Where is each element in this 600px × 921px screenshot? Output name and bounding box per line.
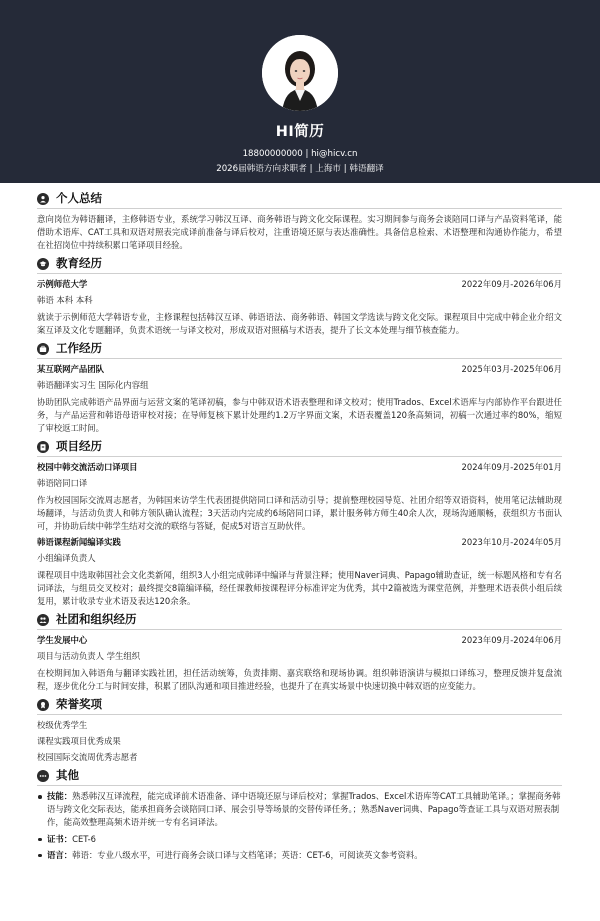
summary-text: 意向岗位为韩语翻译，主修韩语专业，系统学习韩汉互译、商务韩语与跨文化交际课程。实习期间参与商务会谈陪同口译与产品资料笔译，能借助术语库、CAT工具和双语对照表完成译前准备与译后校对，注重语境还原与表达准确性。具备信息检索、术语整理和沟通协作能力，希望在社招岗位中持续积累口笔译项目经验。 <box>37 214 562 251</box>
candidate-name: HI简历 <box>275 124 325 140</box>
item-text: 熟悉韩汉互译流程，能完成译前术语准备、译中语境还原与译后校对；掌握Trados、Excel术语库等CAT工具辅助笔译。；掌握商务韩语与跨文化交际表达，能承担商务会谈陪同口译、展会引导等场景的交替传译任务。；熟悉Naver词典、Papago等查证工具与双语对照表制作，能高效整理高频术语并统一专有名词译法。 <box>47 791 561 828</box>
campus-description: 在校期间加入韩语角与翻译实践社团，担任活动统筹，负责排期、嘉宾联络和现场协调。组织韩语演讲与模拟口译练习，整理反馈并复盘流程，逐步优化分工与时间安排，积累了团队沟通和项目推进经验，也提升了在真实场景中快速切换中韩双语的应变能力。 <box>37 668 562 692</box>
other-list <box>37 790 562 861</box>
organization-role: 项目与活动负责人 学生组织 <box>37 651 141 662</box>
job-role: 韩语翻译实习生 国际化内容组 <box>37 380 149 391</box>
section-header <box>37 254 562 274</box>
more-icon <box>37 770 49 782</box>
resume-header <box>0 0 600 183</box>
clipboard-icon <box>37 441 49 453</box>
section-header <box>37 610 562 630</box>
education-row <box>37 278 562 291</box>
education-section <box>37 254 562 337</box>
summary-section <box>37 189 562 252</box>
project-name: 校园中韩交流活动口译项目 <box>37 462 138 473</box>
award-item: 校级优秀学生 <box>37 720 88 731</box>
award-icon <box>37 699 49 711</box>
item-label: 技能： <box>47 791 73 802</box>
section-header <box>37 189 562 209</box>
section-title: 项目经历 <box>56 438 102 453</box>
list-item <box>37 849 562 862</box>
education-description: 就读于示例师范大学韩语专业，主修课程包括韩汉互译、韩语语法、商务韩语、韩国文学选读与跨文化交际。课程项目中完成中韩企业介绍文案互译及文化专题翻译，负责术语统一与译文校对，形成双语对照稿与术语表，提升了长文本处理与细节核查能力。 <box>37 312 562 336</box>
project-row <box>37 536 562 549</box>
section-title: 社团和组织经历 <box>56 611 137 626</box>
award-item: 校园国际交流周优秀志愿者 <box>37 752 138 763</box>
item-text: CET-6 <box>72 833 96 844</box>
contact-info: 18800000000 | hi@hicv.cn <box>242 149 358 159</box>
awards-section <box>37 695 562 764</box>
item-label: 语言： <box>47 849 73 860</box>
project-role: 韩语陪同口译 <box>37 478 88 489</box>
avatar-portrait-icon <box>262 35 338 111</box>
project-row <box>37 461 562 474</box>
project-description: 作为校园国际交流周志愿者，为韩国来访学生代表团提供陪同口译和活动引导；提前整理校园导览、社团介绍等双语资料，使用笔记法辅助现场翻译，与活动负责人和韩方领队确认流程；3天活动内完成约6场陪同口译，累计服务韩方师生40余人次，现场沟通顺畅，获组织方书面认可，并协助后续中韩学生结对交流的联络与答疑，促成5对语言互助伙伴。 <box>37 495 562 532</box>
list-item <box>37 833 562 846</box>
section-header <box>37 339 562 359</box>
projects-section <box>37 437 562 608</box>
section-title: 个人总结 <box>56 190 102 205</box>
section-title: 工作经历 <box>56 340 102 355</box>
item-text: 韩语：专业八级水平，可进行商务会谈口译与文档笔译；英语：CET-6，可阅读英文参考资料。 <box>72 849 423 860</box>
resume-body <box>0 183 600 862</box>
work-row <box>37 363 562 376</box>
date-range: 2023年10月-2024年05月 <box>461 537 562 548</box>
other-section <box>37 766 562 861</box>
briefcase-icon <box>37 343 49 355</box>
date-range: 2022年09月-2026年06月 <box>461 279 562 290</box>
group-icon <box>37 614 49 626</box>
section-header <box>37 766 562 786</box>
date-range: 2024年09月-2025年01月 <box>461 462 562 473</box>
campus-row <box>37 634 562 647</box>
user-icon <box>37 193 49 205</box>
job-intent: 2026届韩语方向求职者 | 上海市 | 韩语翻译 <box>216 164 384 174</box>
section-header <box>37 437 562 457</box>
project-role: 小组编译负责人 <box>37 553 96 564</box>
project-description: 课程项目中选取韩国社会文化类新闻，组织3人小组完成韩译中编译与背景注释；使用Naver词典、Papago辅助查证，统一标题风格和专有名词译法，与组员交叉校对；最终提交8篇编译稿，经任课教师按课程评分标准评定为优秀，其中2篇被选为课堂范例，并整理术语表供小组后续复用，累计收录专业术语及表达120余条。 <box>37 570 562 607</box>
section-title: 教育经历 <box>56 255 102 270</box>
graduation-cap-icon <box>37 258 49 270</box>
project-name: 韩语课程新闻编译实践 <box>37 537 121 548</box>
avatar <box>262 35 338 111</box>
section-title: 其他 <box>56 768 79 783</box>
campus-section <box>37 610 562 693</box>
company-name: 某互联网产品团队 <box>37 364 104 375</box>
section-title: 荣誉奖项 <box>56 697 102 711</box>
date-range: 2025年03月-2025年06月 <box>461 364 562 375</box>
award-item: 课程实践项目优秀成果 <box>37 736 121 747</box>
work-section <box>37 339 562 435</box>
item-label: 证书： <box>47 833 73 844</box>
organization-name: 学生发展中心 <box>37 635 88 646</box>
list-item <box>37 790 562 829</box>
section-header <box>37 695 562 715</box>
work-description: 协助团队完成韩语产品界面与运营文案的笔译初稿，参与中韩双语术语表整理和译文校对；使用Trados、Excel术语库与内部协作平台跟进任务，与产品运营和韩语母语审校对接；在导师复核下累计处理约1.2万字界面文案，术语表覆盖120条高频词，初稿一次通过率约80%，缩短了审校返工时间。 <box>37 397 562 434</box>
date-range: 2023年09月-2024年06月 <box>461 635 562 646</box>
school-name: 示例师范大学 <box>37 279 88 290</box>
degree-info: 韩语 本科 本科 <box>37 295 93 306</box>
